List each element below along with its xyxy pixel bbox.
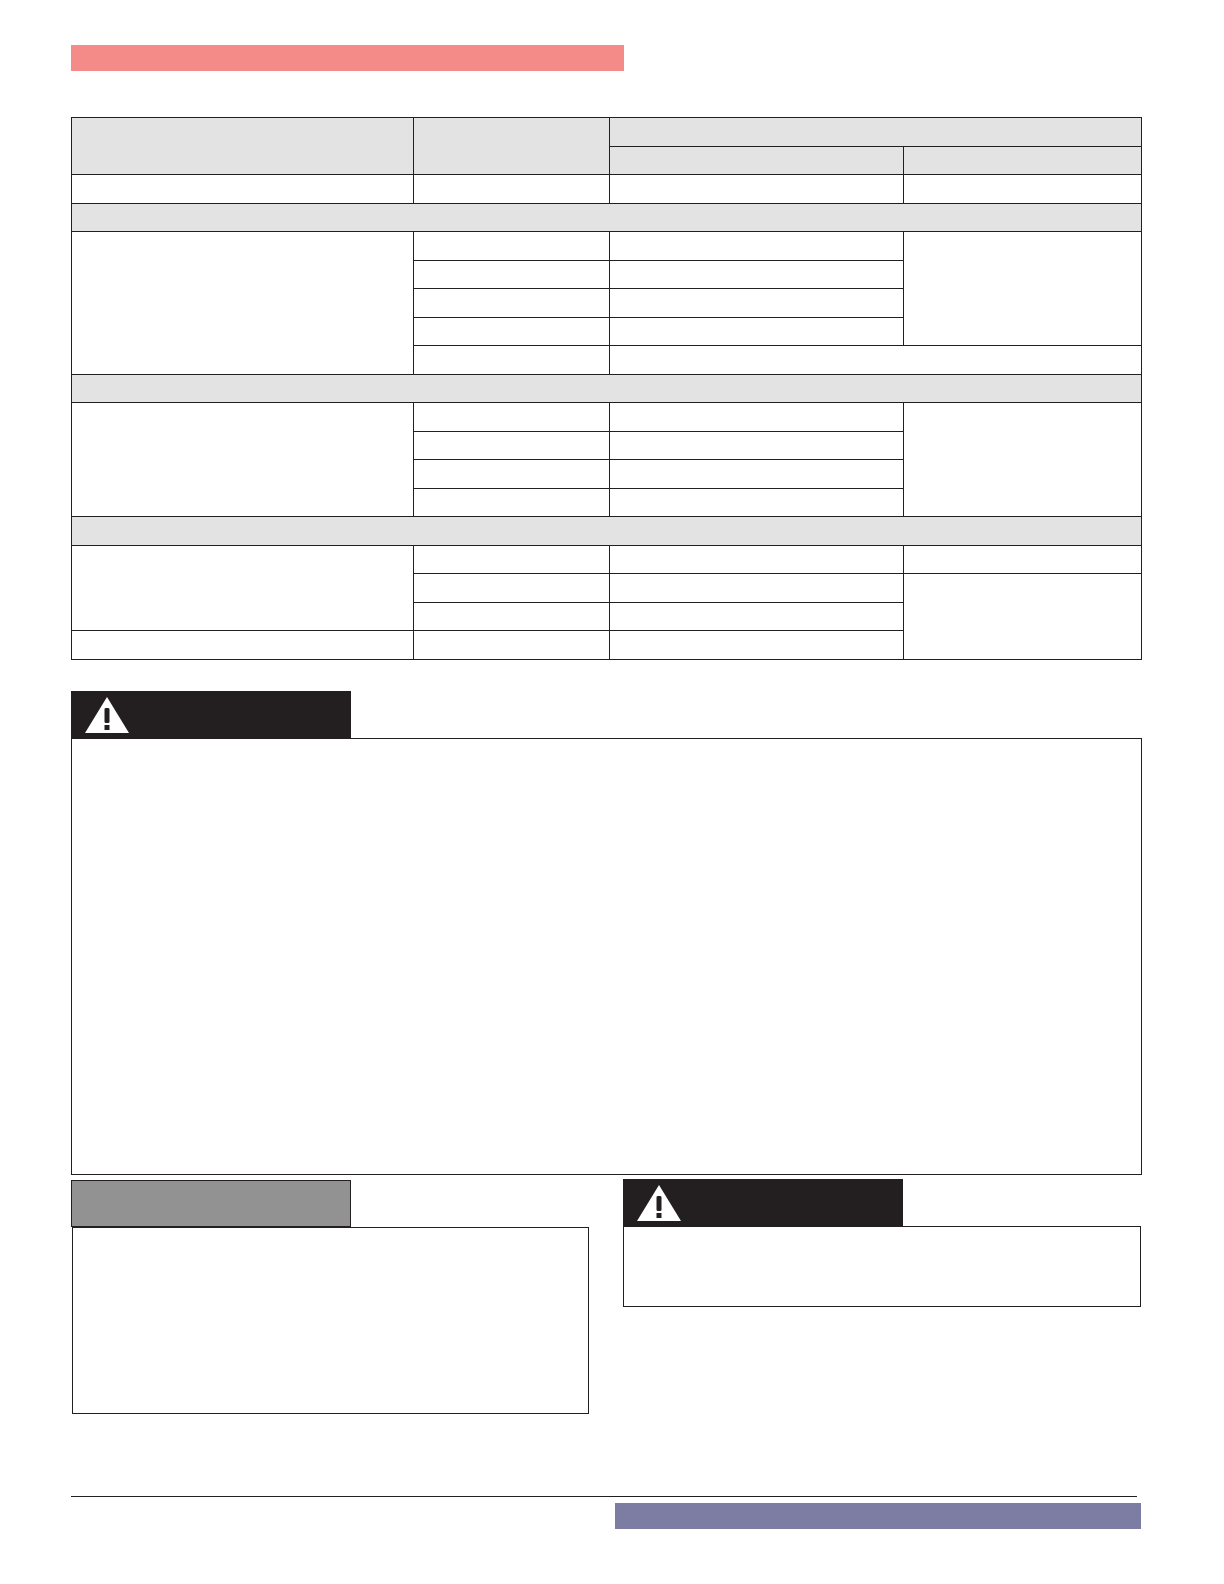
table-cell — [414, 460, 610, 489]
table-cell — [414, 545, 610, 574]
table-cell — [610, 260, 904, 289]
table-cell — [610, 232, 904, 261]
table-cell — [904, 232, 1142, 346]
table-section-row — [72, 203, 1142, 232]
footer-band — [615, 1503, 1141, 1529]
note-tab — [71, 1180, 351, 1227]
table-cell — [610, 317, 904, 346]
section-label — [72, 374, 1142, 403]
table-cell — [610, 346, 1142, 375]
table-cell — [414, 232, 610, 261]
section-label — [72, 517, 1142, 546]
note-panel — [72, 1227, 589, 1414]
header-band — [71, 45, 624, 71]
warning-tab-secondary — [623, 1179, 903, 1226]
section-label — [72, 203, 1142, 232]
warning-tab-main — [71, 691, 351, 738]
table-cell — [610, 403, 904, 432]
table-cell — [414, 317, 610, 346]
table-header-row — [72, 118, 1142, 147]
table-section-row — [72, 374, 1142, 403]
table-cell — [610, 545, 904, 574]
specification-table — [71, 117, 1142, 660]
table-cell — [904, 175, 1142, 204]
table-section-row — [72, 517, 1142, 546]
table-cell — [904, 403, 1142, 517]
table-cell — [414, 631, 610, 660]
table-cell — [610, 602, 904, 631]
table-cell — [610, 289, 904, 318]
footer-rule — [71, 1496, 1137, 1497]
table-cell — [610, 488, 904, 517]
table-cell — [610, 460, 904, 489]
warning-triangle-icon — [83, 695, 131, 735]
table-row — [72, 545, 1142, 574]
header-cell — [414, 118, 610, 175]
table-cell — [414, 289, 610, 318]
subheader-cell — [904, 146, 1142, 175]
table-cell — [414, 260, 610, 289]
table-cell — [610, 631, 904, 660]
table-cell — [414, 175, 610, 204]
table-cell — [414, 346, 610, 375]
table-row — [72, 232, 1142, 261]
header-cell-group — [610, 118, 1142, 147]
table-cell — [72, 403, 414, 517]
table-cell — [904, 574, 1142, 660]
table-cell — [414, 574, 610, 603]
warning-panel-main — [71, 738, 1142, 1175]
warning-panel-secondary — [623, 1226, 1141, 1307]
header-cell — [72, 118, 414, 175]
table-row — [72, 403, 1142, 432]
table-cell — [610, 175, 904, 204]
subheader-cell — [610, 146, 904, 175]
table-cell — [414, 431, 610, 460]
table-cell — [414, 602, 610, 631]
table-cell — [904, 545, 1142, 574]
table-cell — [414, 403, 610, 432]
table-cell — [72, 175, 414, 204]
table-cell — [610, 574, 904, 603]
table-cell — [72, 232, 414, 375]
table-cell — [72, 545, 414, 631]
warning-triangle-icon — [635, 1183, 683, 1223]
table-row — [72, 175, 1142, 204]
table-cell — [414, 488, 610, 517]
table-cell — [610, 431, 904, 460]
table-cell — [72, 631, 414, 660]
